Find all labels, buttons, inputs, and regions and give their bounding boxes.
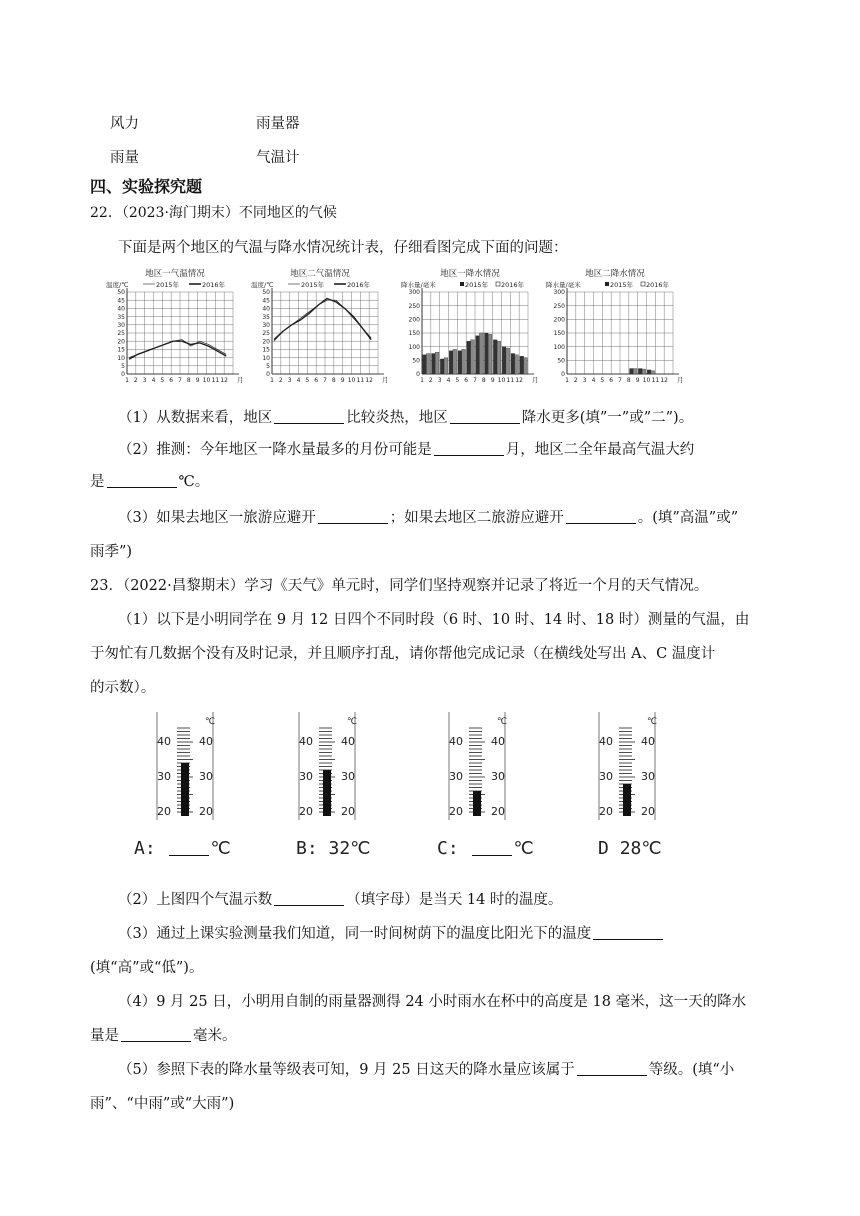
y-tick-label: 200 [408,316,420,324]
x-tick-label: 8 [331,377,336,384]
bar [449,351,453,374]
x-tick-label: 7 [618,377,622,384]
q22-part2: （2）推测：今年地区一降水量最多的月份可能是 月，地区二全年最高气温大约 [118,442,695,458]
q23-part1-line2: 于匆忙有几数据个没有及时记录，并且顺序打乱，请你帮他完成记录（在横线处写出 A、C 温度计 [90,646,716,662]
q22-intro: 下面是两个地区的气温与降水情况统计表，仔细看图完成下面的问题： [118,240,568,256]
bar [423,355,427,374]
q22-part3: （3）如果去地区一旅游应避开 ；如果去地区二旅游应避开 。(填”高温”或” [118,510,739,526]
mercury-column [323,770,331,816]
y-tick-label: 0 [416,371,420,379]
bar [497,341,501,374]
scale-label: 40 [449,735,463,748]
y-axis-label: 降水量/毫米 [546,281,581,289]
scale-label: 40 [157,735,171,748]
answer-blank[interactable] [274,890,344,906]
x-tick-label: 12 [220,377,228,384]
bar [453,349,457,374]
y-tick-label: 40 [117,305,125,313]
answer-blank[interactable] [593,924,663,940]
x-tick-label: 12 [515,377,523,384]
thermometer-a-label: A: ℃ [134,838,231,859]
thermometer-c-label: C: ℃ [437,838,534,859]
y-tick-label: 150 [408,330,420,338]
y-axis-label: 温度/℃ [106,281,129,289]
x-tick-label: 4 [296,377,301,384]
celsius-symbol: ℃ [497,717,507,727]
scale-label: 40 [491,735,505,748]
x-tick-label: 10 [497,377,506,384]
match-row-1-left: 风力 [110,116,139,132]
x-tick-label: 8 [481,377,486,384]
x-tick-label: 11 [211,377,220,384]
x-tick-label: 3 [582,377,587,384]
bar [462,349,466,374]
x-tick-label: 6 [169,377,174,384]
q22-part2-cont: 是 ℃。 [90,474,210,490]
scale-label: 40 [599,735,613,748]
scale-label: 40 [641,735,655,748]
x-tick-label: 7 [473,377,477,384]
q23-part3: （3）通过上课实验测量我们知道，同一时间树荫下的温度比阳光下的温度 [118,922,665,943]
scale-label: 20 [157,805,171,818]
scale-label: 20 [491,805,505,818]
scale-label: 20 [299,805,313,818]
y-tick-label: 250 [408,302,420,310]
legend-swatch [641,282,645,286]
bar [524,358,528,374]
x-tick-label: 12 [660,377,668,384]
y-tick-label: 20 [262,338,270,346]
bar [647,370,651,374]
y-tick-label: 40 [262,305,270,313]
y-tick-label: 0 [561,371,565,379]
y-tick-label: 45 [262,297,270,305]
series-line [129,341,226,359]
scale-label: 30 [641,770,655,783]
y-tick-label: 50 [557,357,565,365]
x-tick-label: 11 [506,377,515,384]
y-axis-label: 降水量/毫米 [401,281,436,289]
x-tick-label: 5 [305,377,310,384]
mercury-column [623,784,631,816]
x-tick-label: 3 [142,377,147,384]
q22-part1: （1）从数据来看，地区 比较炎热，地区 降水更多(填”一”或”二”)。 [118,410,694,426]
x-tick-label: 2 [133,377,138,384]
legend-label: 2016年 [202,281,226,289]
x-tick-label: 1 [565,377,569,384]
bar [476,336,480,374]
x-tick-label: 4 [446,377,451,384]
bar [630,369,634,374]
legend-swatch [496,282,500,286]
q23-part1-line3: 的示数）。 [90,680,156,696]
legend-label: 2015年 [156,281,180,289]
y-tick-label: 100 [408,343,420,351]
chart-region1-temp [105,266,245,390]
match-row-1-right: 雨量器 [256,116,300,132]
y-tick-label: 50 [262,289,270,297]
chart-region2-temp [250,266,390,390]
answer-blank[interactable] [434,440,504,456]
x-tick-label: 2 [278,377,283,384]
x-tick-label: 11 [356,377,365,384]
series-line [274,299,371,340]
y-tick-label: 150 [553,330,565,338]
bar [520,356,524,374]
thermometer-b [297,712,357,822]
x-tick-label: 3 [287,377,292,384]
answer-blank[interactable] [577,1060,647,1076]
x-tick-label: 1 [420,377,424,384]
x-tick-label: 11 [651,377,660,384]
legend-label: 2015年 [465,281,489,289]
answer-blank[interactable] [318,508,388,524]
section-title: 四、实验探究题 [90,177,203,196]
y-tick-label: 300 [553,289,565,297]
celsius-symbol: ℃ [647,717,657,727]
x-tick-label: 5 [160,377,165,384]
match-row-2-right: 气温计 [256,150,300,166]
x-tick-label: 9 [490,377,495,384]
y-tick-label: 0 [121,371,125,379]
bar [633,369,637,374]
x-tick-label: 12 [365,377,373,384]
x-tick-label: 9 [195,377,200,384]
celsius-symbol: ℃ [347,717,357,727]
q22-title: 22．（2023·海门期末）不同地区的气候 [90,205,337,221]
scale-label: 20 [341,805,355,818]
bar [493,340,497,374]
x-tick-label: 3 [437,377,442,384]
bar [471,340,475,374]
x-tick-label: 9 [635,377,640,384]
x-tick-label: 7 [178,377,182,384]
bar [444,358,448,374]
chart-region1-rain [400,266,540,390]
answer-blank[interactable] [450,408,520,424]
bar [488,334,492,374]
thermometer-d [597,712,657,822]
bar [479,333,483,374]
answer-blank[interactable] [472,838,512,856]
celsius-symbol: ℃ [205,717,215,727]
q23-part5-cont: 雨”、“中雨”或“大雨”) [90,1096,235,1112]
bar [458,351,462,374]
bar [432,354,436,375]
scale-label: 30 [449,770,463,783]
scale-label: 30 [599,770,613,783]
scale-label: 30 [199,770,213,783]
y-tick-label: 30 [117,322,125,329]
bar [502,347,506,374]
legend-label: 2016年 [501,281,525,289]
answer-blank[interactable] [169,838,209,856]
x-tick-label: 8 [626,377,631,384]
legend-swatch [605,282,609,286]
mercury-column [181,763,189,816]
y-tick-label: 200 [553,316,565,324]
y-tick-label: 5 [121,363,125,370]
thermometer-c [447,712,507,822]
scale-label: 30 [157,770,171,783]
bar [651,371,655,374]
y-tick-label: 50 [412,357,420,365]
legend-label: 2016年 [347,281,371,289]
y-tick-label: 5 [266,363,270,370]
y-tick-label: 10 [117,354,125,362]
answer-blank[interactable] [566,508,636,524]
y-tick-label: 50 [117,289,125,297]
x-tick-label: 1 [125,377,129,384]
y-tick-label: 250 [553,302,565,310]
scale-label: 40 [341,735,355,748]
bar [440,359,444,374]
x-tick-label: 9 [340,377,345,384]
x-axis-label: 月 [237,376,244,384]
y-tick-label: 10 [262,354,270,362]
y-tick-label: 0 [266,371,270,379]
chart-title: 地区一降水情况 [440,269,500,279]
bar [642,369,646,374]
x-tick-label: 10 [347,377,356,384]
x-tick-label: 1 [270,377,274,384]
y-tick-label: 300 [408,289,420,297]
x-tick-label: 5 [600,377,605,384]
bar [485,333,489,374]
thermometer-b-label: B: 32℃ [296,838,371,859]
x-tick-label: 8 [186,377,191,384]
match-row-2-left: 雨量 [110,150,139,166]
answer-blank[interactable] [107,472,177,488]
q22-part3-cont: 雨季”) [90,544,133,560]
scale-label: 40 [199,735,213,748]
x-tick-label: 7 [323,377,327,384]
q23-title: 23．（2022·昌黎期末）学习《天气》单元时，同学们坚持观察并记录了将近一个月的天气情况。 [90,578,709,594]
y-tick-label: 15 [117,346,125,354]
q23-part3-cont: (填“高”或“低”)。 [90,960,204,976]
legend-label: 2016年 [646,281,670,289]
q23-part4-cont: 量是 毫米。 [90,1028,237,1044]
mercury-column [473,791,481,816]
chart-title: 地区一气温情况 [145,269,205,279]
q23-part5: （5）参照下表的降水量等级表可知，9 月 25 日这天的降水量应该属于 等级。(填“小 [118,1062,735,1078]
bar [515,355,519,374]
thermometer-d-label: D 28℃ [598,838,662,859]
y-tick-label: 15 [262,346,270,354]
scale-label: 40 [299,735,313,748]
scale-label: 20 [199,805,213,818]
legend-swatch [460,282,464,286]
chart-region2-rain [545,266,685,390]
x-axis-label: 月 [677,376,684,384]
x-tick-label: 2 [428,377,433,384]
bar [467,341,471,374]
bar [638,369,642,374]
x-axis-label: 月 [382,376,389,384]
answer-blank[interactable] [274,408,344,424]
thermometer-a [155,712,215,822]
scale-label: 30 [491,770,505,783]
y-tick-label: 25 [262,330,270,338]
scale-label: 30 [341,770,355,783]
x-tick-label: 6 [314,377,319,384]
bar [506,348,510,374]
bar [511,354,515,375]
x-tick-label: 4 [151,377,156,384]
x-tick-label: 10 [642,377,651,384]
y-tick-label: 30 [262,322,270,329]
scale-label: 30 [299,770,313,783]
q23-part2: （2）上图四个气温示数 （填字母）是当天 14 时的温度。 [118,892,563,908]
chart-title: 地区二气温情况 [290,269,350,279]
q23-part1-line1: （1）以下是小明同学在 9 月 12 日四个不同时段（6 时、10 时、14 时、18 时）测量的气温，由 [118,612,750,628]
scale-label: 20 [449,805,463,818]
x-tick-label: 2 [573,377,578,384]
y-tick-label: 35 [262,313,270,321]
x-axis-label: 月 [532,376,539,384]
q23-part4: （4）9 月 25 日，小明用自制的雨量器测得 24 小时雨水在杯中的高度是 18 毫米，这一天的降水 [118,994,747,1010]
y-tick-label: 20 [117,338,125,346]
answer-blank[interactable] [121,1026,191,1042]
x-tick-label: 6 [609,377,614,384]
y-tick-label: 45 [117,297,125,305]
y-tick-label: 100 [553,343,565,351]
bar [426,354,430,375]
scale-label: 20 [641,805,655,818]
x-tick-label: 6 [464,377,469,384]
x-tick-label: 5 [455,377,460,384]
legend-label: 2015年 [610,281,634,289]
x-tick-label: 4 [591,377,596,384]
scale-label: 20 [599,805,613,818]
x-tick-label: 10 [202,377,211,384]
y-tick-label: 35 [117,313,125,321]
chart-title: 地区二降水情况 [585,269,645,279]
legend-label: 2015年 [301,281,325,289]
y-axis-label: 温度/℃ [251,281,274,289]
bar [435,352,439,374]
y-tick-label: 25 [117,330,125,338]
